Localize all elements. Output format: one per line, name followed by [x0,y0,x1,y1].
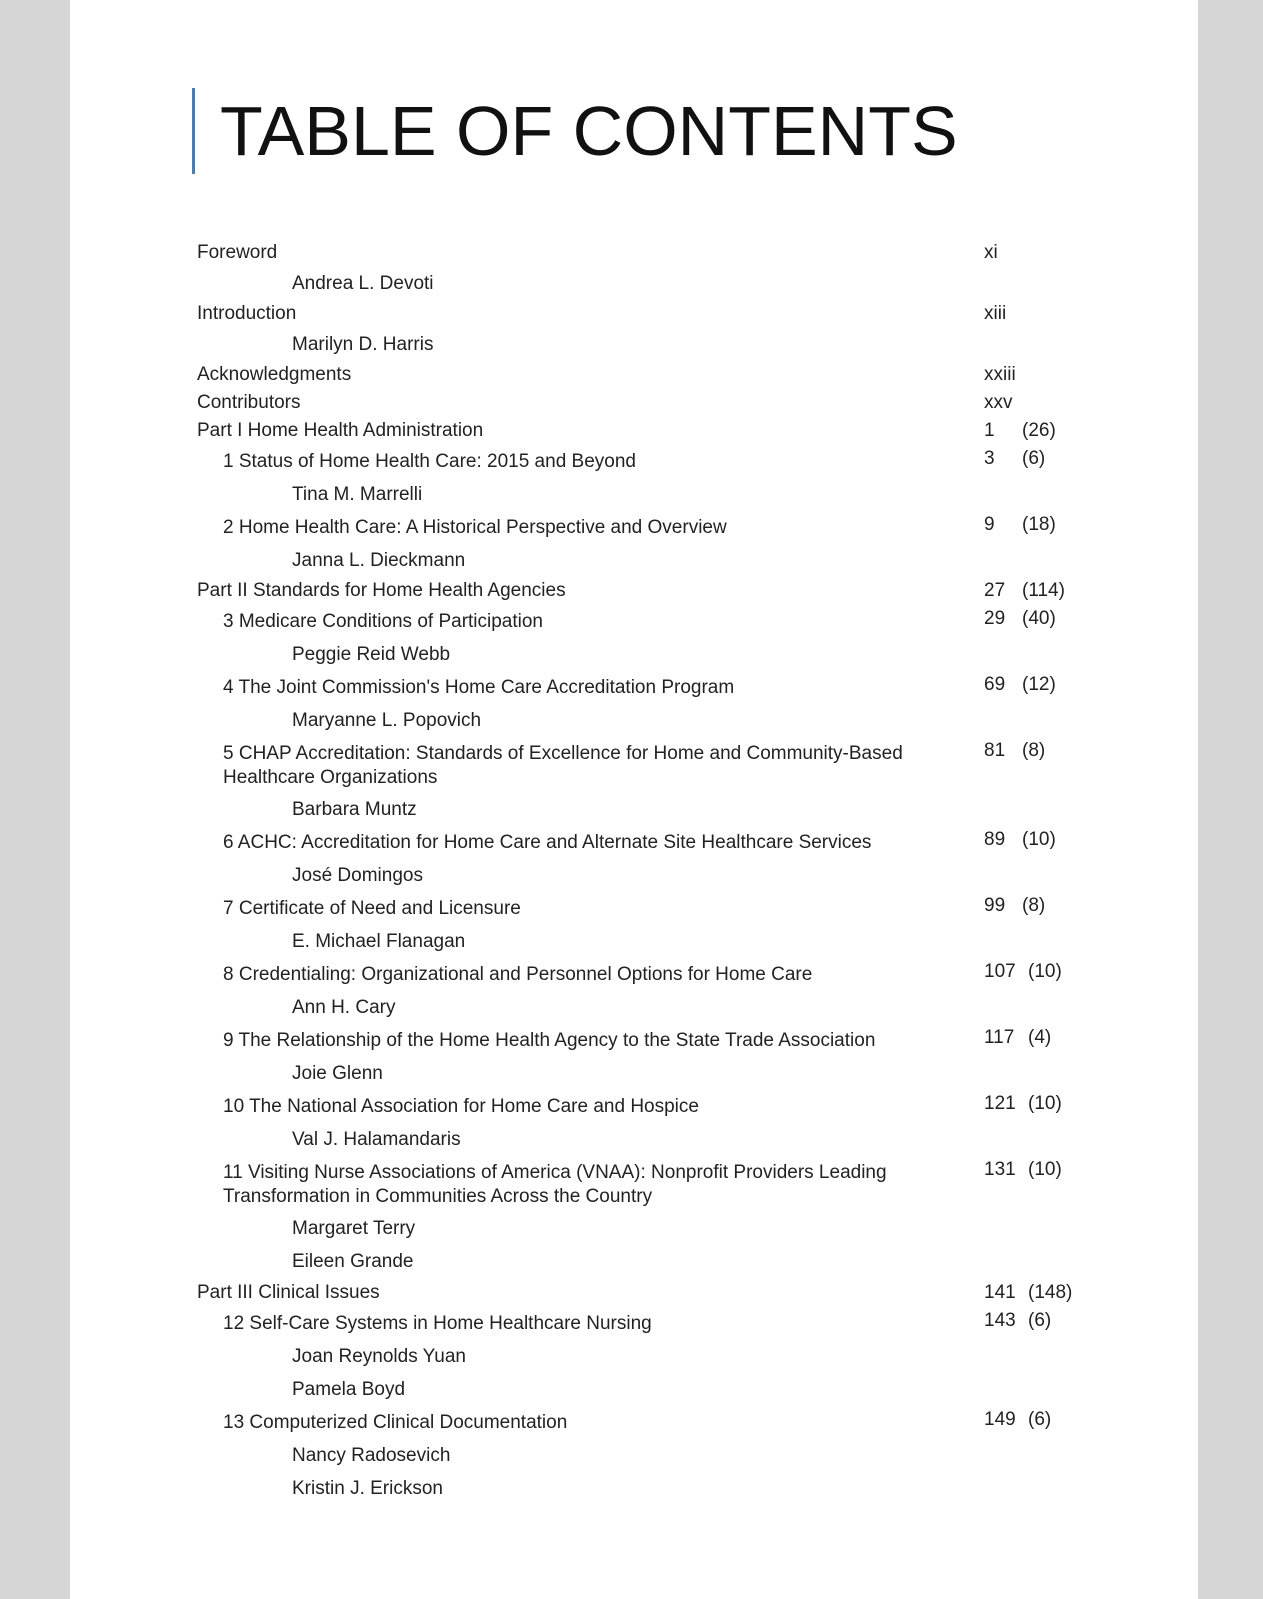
toc-author: Pamela Boyd [292,1379,406,1400]
toc-chapter-title: 3 Medicare Conditions of Participation [223,611,544,632]
toc-author: Eileen Grande [292,1251,414,1272]
toc-page-count: (10) [1028,1093,1062,1114]
page-title: TABLE OF CONTENTS [220,92,958,170]
toc-chapter-title: 1 Status of Home Health Care: 2015 and Beyond [223,451,636,472]
toc-page-number: xi [984,242,998,263]
toc-chapter-title: 7 Certificate of Need and Licensure [223,898,521,919]
toc-author: Ann H. Cary [292,997,396,1018]
toc-part-title: Foreword [197,242,278,263]
toc-page-number: 69 [984,674,1006,695]
toc-page-count: (148) [1028,1282,1073,1303]
toc-page-number: 143 [984,1310,1016,1331]
toc-page-count: (6) [1028,1310,1052,1331]
toc-chapter-title: 8 Credentialing: Organizational and Personnel Options for Home Care [223,964,813,985]
toc-page-count: (10) [1028,961,1062,982]
toc-page-number: 107 [984,961,1016,982]
toc-page-number: xiii [984,303,1007,324]
toc-author: Nancy Radosevich [292,1445,451,1466]
toc-page-number: 117 [984,1027,1015,1048]
toc-chapter-title: 2 Home Health Care: A Historical Perspective and Overview [223,517,727,538]
toc-author: José Domingos [292,865,423,886]
toc-part-title: Acknowledgments [197,364,352,385]
toc-author: Barbara Muntz [292,799,417,820]
toc-part-title: Part II Standards for Home Health Agencies [197,580,566,601]
toc-page-number: 89 [984,829,1006,850]
toc-author: E. Michael Flanagan [292,931,466,952]
toc-author: Val J. Halamandaris [292,1129,461,1150]
toc-page-number: xxiii [984,364,1016,385]
toc-page-number: 9 [984,514,995,535]
toc-author: Kristin J. Erickson [292,1478,443,1499]
toc-part-title: Part I Home Health Administration [197,420,484,441]
toc-page-count: (40) [1022,608,1056,629]
toc-author: Margaret Terry [292,1218,416,1239]
toc-chapter-title: 9 The Relationship of the Home Health Agency to the State Trade Association [223,1030,876,1051]
toc-chapter-title: 13 Computerized Clinical Documentation [223,1412,568,1433]
toc-chapter-title: 6 ACHC: Accreditation for Home Care and Alternate Site Healthcare Services [223,832,872,853]
toc-page-number: 3 [984,448,995,469]
toc-page-count: (6) [1022,448,1046,469]
toc-page-count: (12) [1022,674,1056,695]
toc-chapter-title: 11 Visiting Nurse Associations of America (VNAA): Nonprofit Providers Leading Transformation in Communities Across the Country [223,1162,887,1207]
toc-page-count: (10) [1022,829,1056,850]
toc-author: Joie Glenn [292,1063,383,1084]
document-page [70,0,1198,1599]
toc-page-number: 131 [984,1159,1016,1180]
toc-part-title: Contributors [197,392,301,413]
toc-page-number: 149 [984,1409,1016,1430]
toc-chapter-title: 10 The National Association for Home Care and Hospice [223,1096,699,1117]
toc-author: Janna L. Dieckmann [292,550,466,571]
toc-author: Maryanne L. Popovich [292,710,482,731]
toc-page-count: (114) [1022,580,1065,601]
toc-page-number: 27 [984,580,1006,601]
toc-page-number: 81 [984,740,1006,761]
toc-part-title: Part III Clinical Issues [197,1282,380,1303]
toc-page-number: 29 [984,608,1006,629]
toc-page-count: (8) [1022,895,1046,916]
toc-page-count: (8) [1022,740,1046,761]
toc-chapter-title: 5 CHAP Accreditation: Standards of Excellence for Home and Community-Based Healthcare Organizations [223,743,903,788]
toc-author: Tina M. Marrelli [292,484,423,505]
toc-page-count: (10) [1028,1159,1062,1180]
toc-author: Andrea L. Devoti [292,273,434,294]
toc-chapter-title: 4 The Joint Commission's Home Care Accreditation Program [223,677,735,698]
toc-page-number: 121 [984,1093,1016,1114]
toc-author: Marilyn D. Harris [292,334,434,355]
toc-part-title: Introduction [197,303,297,324]
toc-page-count: (26) [1022,420,1056,441]
toc-page-number: xxv [984,392,1013,413]
toc-page-number: 99 [984,895,1006,916]
table-of-contents [70,0,1198,1599]
toc-page-number: 1 [984,420,995,441]
toc-author: Peggie Reid Webb [292,644,451,665]
toc-page-count: (4) [1028,1027,1052,1048]
toc-page-count: (18) [1022,514,1056,535]
toc-chapter-title: 12 Self-Care Systems in Home Healthcare Nursing [223,1313,652,1334]
toc-page-count: (6) [1028,1409,1052,1430]
toc-page-number: 141 [984,1282,1016,1303]
toc-author: Joan Reynolds Yuan [292,1346,466,1367]
